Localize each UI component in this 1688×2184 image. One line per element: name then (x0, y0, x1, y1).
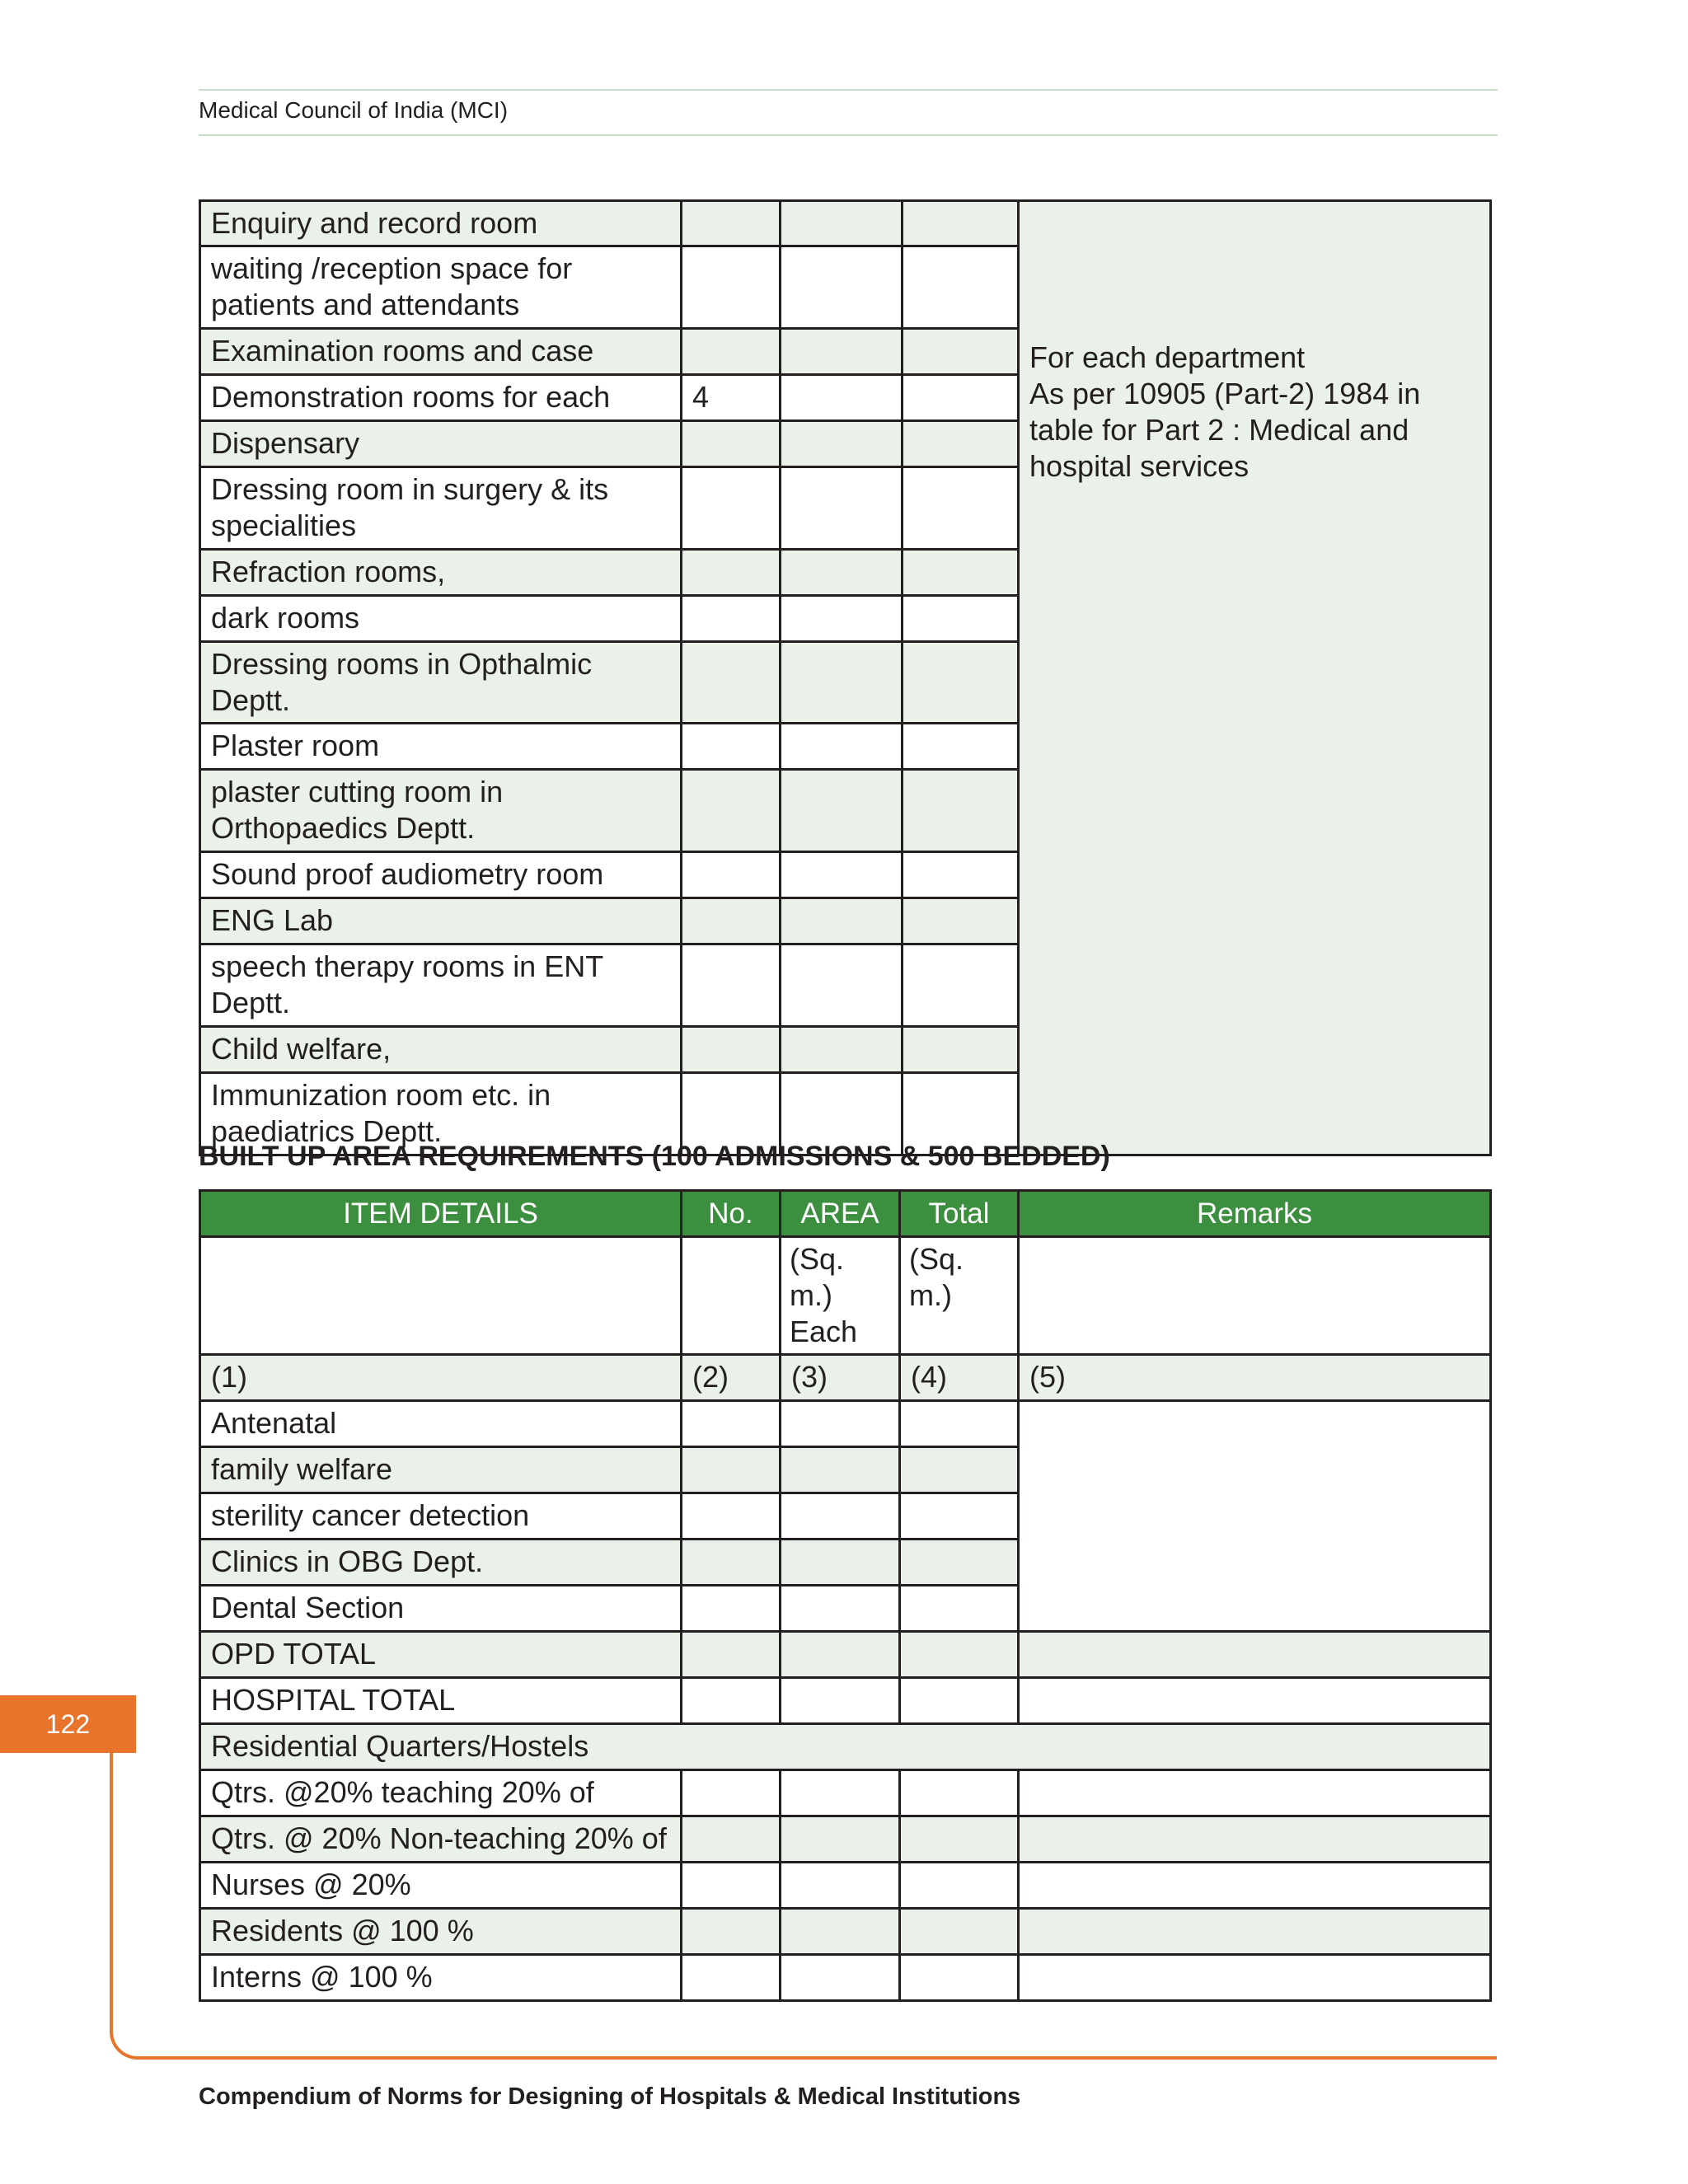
col-header-no: No. (682, 1191, 781, 1237)
no-cell (682, 201, 781, 246)
item-cell: Dressing rooms in Opthalmic Deptt. (200, 642, 682, 724)
col-header-total: Total (900, 1191, 1019, 1237)
item-cell: Dispensary (200, 421, 682, 467)
footer-title: Compendium of Norms for Designing of Hospitals & Medical Institutions (199, 2083, 1021, 2110)
no-cell (682, 246, 781, 329)
item-cell: speech therapy rooms in ENT Deptt. (200, 944, 682, 1027)
item-cell: family welfare (200, 1447, 682, 1493)
col-number: (5) (1019, 1355, 1491, 1401)
no-cell (682, 1027, 781, 1073)
section-title: BUILT UP AREA REQUIREMENTS (100 ADMISSIONS & 500 BEDDED) (199, 1141, 1110, 1172)
no-cell (682, 642, 781, 724)
item-cell: Refraction rooms, (200, 550, 682, 596)
remarks-cell (1019, 201, 1491, 1155)
header-rule-top (199, 89, 1498, 91)
item-cell: Dressing room in surgery & its specialities (200, 467, 682, 550)
col-header-remarks: Remarks (1019, 1191, 1491, 1237)
no-cell (682, 770, 781, 852)
header-title: Medical Council of India (MCI) (199, 97, 509, 123)
item-cell: Clinics in OBG Dept. (200, 1540, 682, 1586)
remark-line: As per 10905 (Part-2) 1984 in (1029, 376, 1421, 410)
table-row (200, 201, 1491, 246)
item-cell: Residents @ 100 % (200, 1909, 682, 1955)
remark-line: For each department (1029, 340, 1306, 374)
remark-line: hospital services (1029, 448, 1250, 483)
column-number-row (200, 1355, 1491, 1401)
no-cell (682, 596, 781, 642)
col-number: (4) (900, 1355, 1019, 1401)
item-cell: ENG Lab (200, 898, 682, 944)
units-row (200, 1237, 1491, 1355)
table-row (200, 1632, 1491, 1678)
item-cell: Demonstration rooms for each (200, 375, 682, 421)
remark-line: table for Part 2 : Medical and (1029, 412, 1409, 447)
item-cell: OPD TOTAL (200, 1632, 682, 1678)
item-cell: plaster cutting room in Orthopaedics Deptt. (200, 770, 682, 852)
item-cell: sterility cancer detection (200, 1493, 682, 1540)
page-frame (110, 1753, 1497, 2060)
remarks-cell (1019, 1401, 1491, 1632)
col-number: (2) (682, 1355, 781, 1401)
header-rule-bottom (199, 134, 1498, 136)
col-header-item: ITEM DETAILS (200, 1191, 682, 1237)
no-cell: 4 (682, 375, 781, 421)
page-number: 122 (0, 1695, 136, 1753)
table-row (200, 1401, 1491, 1447)
no-cell (682, 421, 781, 467)
item-cell: HOSPITAL TOTAL (200, 1678, 682, 1724)
item-cell: Qtrs. @20% teaching 20% of (200, 1770, 682, 1816)
header-row (200, 1191, 1491, 1237)
no-cell (682, 852, 781, 898)
no-cell (682, 467, 781, 550)
col-number: (1) (200, 1355, 682, 1401)
no-cell (682, 944, 781, 1027)
item-cell: dark rooms (200, 596, 682, 642)
section-label: Residential Quarters/Hostels (200, 1724, 1491, 1770)
total-unit: (Sq. m.) (900, 1237, 1019, 1355)
table-row (200, 1678, 1491, 1724)
item-cell: Nurses @ 20% (200, 1863, 682, 1909)
item-cell: Enquiry and record room (200, 201, 682, 246)
no-cell (682, 724, 781, 770)
item-cell: waiting /reception space for patients and attendants (200, 246, 682, 329)
no-cell (682, 550, 781, 596)
item-cell: Interns @ 100 % (200, 1955, 682, 2001)
no-cell (682, 329, 781, 375)
item-cell: Examination rooms and case (200, 329, 682, 375)
area-unit: (Sq. m.) Each (781, 1237, 900, 1355)
item-cell: Sound proof audiometry room (200, 852, 682, 898)
item-cell: Qtrs. @ 20% Non-teaching 20% of (200, 1816, 682, 1863)
item-cell: Immunization room etc. in paediatrics Deptt. (200, 1073, 682, 1155)
item-cell: Dental Section (200, 1586, 682, 1632)
item-cell: Plaster room (200, 724, 682, 770)
col-header-area: AREA (781, 1191, 900, 1237)
col-number: (3) (781, 1355, 900, 1401)
rooms-table (199, 199, 1492, 1156)
no-cell (682, 898, 781, 944)
item-cell: Antenatal (200, 1401, 682, 1447)
item-cell: Child welfare, (200, 1027, 682, 1073)
